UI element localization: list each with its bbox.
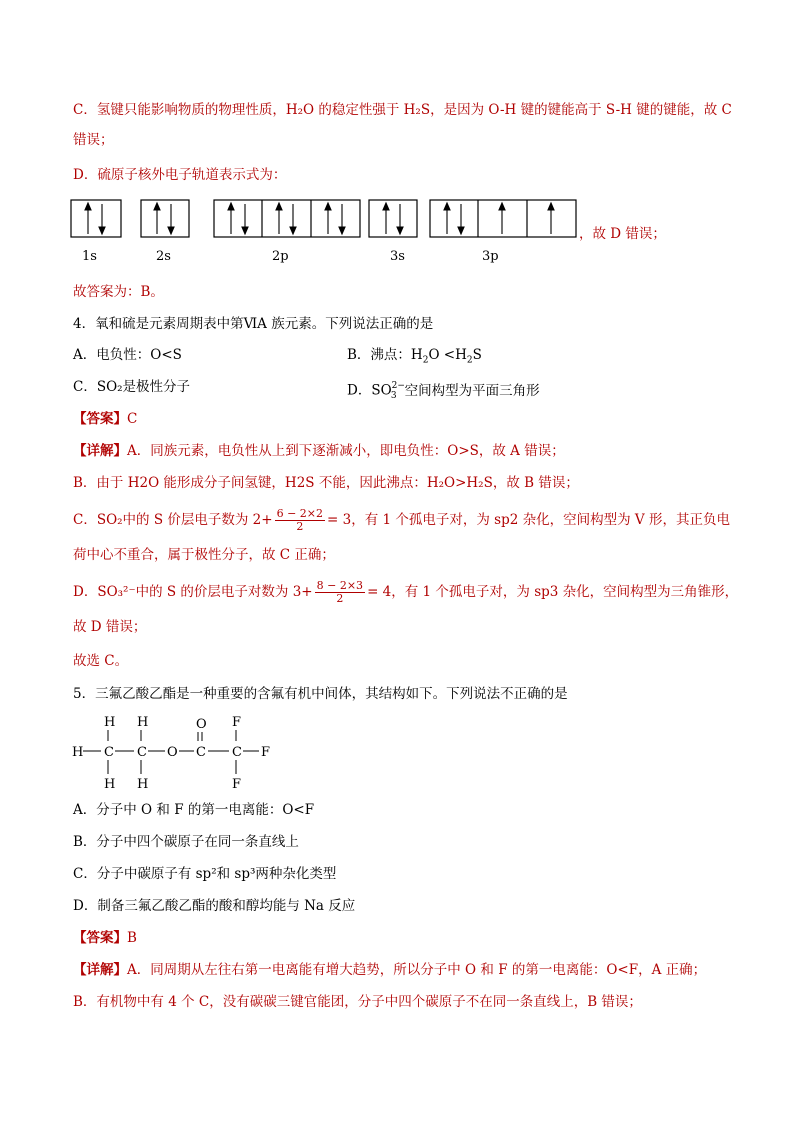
option-c-explanation-line2: 错误； (73, 132, 114, 148)
q4-option-b: B．沸点：$H_2O <H_2S$ (347, 347, 482, 366)
atom-h: H (137, 777, 149, 792)
atom-f: F (232, 777, 242, 792)
q4-detail-c: C．SO₂中的 S 价层电子数为 2+ $\frac{6 - 2\times 2}{2}$ = 3，有 1 个孤电子对，为 sp2 杂化，空间构型为 V 形，其正负电 (73, 507, 730, 533)
q5-option-c: C．分子中碳原子有 sp²和 sp³两种杂化类型 (73, 866, 337, 882)
option-d-explanation: D．硫原子核外电子轨道表示式为： (73, 167, 287, 183)
atom-c: C (104, 745, 114, 760)
atom-h: H (104, 777, 116, 792)
orbital-label-3p: 3p (482, 249, 499, 264)
q4-answer: 【答案】C (73, 411, 138, 427)
orbital-box-2p (214, 200, 360, 237)
q4-option-a: A．电负性：O<S (73, 347, 182, 363)
orbital-suffix: ，故 D 错误； (579, 226, 666, 242)
sulfur-orbital-diagram (70, 196, 690, 268)
electron-arrows (85, 203, 554, 234)
atom-o: O (196, 717, 207, 732)
q4-choose: 故选 C。 (73, 653, 129, 669)
q4-detail-c2: 荷中心不重合，属于极性分子，故 C 正确； (73, 547, 335, 563)
orbital-box-3s (369, 200, 417, 237)
orbital-box-2s (141, 200, 189, 237)
orbital-label-2p: 2p (272, 249, 289, 264)
atom-f: F (232, 715, 242, 730)
atom-h: H (137, 715, 149, 730)
orbital-label-3s: 3s (390, 249, 405, 264)
q4-detail-d: D．SO₃²⁻中的 S 的价层电子对数为 3+ $\frac{8 - 2\times 3}{2}$ = 4，有 1 个孤电子对，为 sp3 杂化，空间构型为三角锥形， (73, 579, 739, 605)
atom-h: H (72, 745, 84, 760)
q5-option-b: B．分子中四个碳原子在同一条直线上 (73, 834, 299, 850)
arrow-up (85, 203, 91, 234)
q5-detail-a: 【详解】A．同周期从左往右第一电离能有增大趋势，所以分子中 O 和 F 的第一电离能：O<F，A 正确； (73, 962, 707, 978)
q4-option-d: D．$SO^{2-}_3$ 空间构型为平面三角形 (347, 381, 540, 402)
atom-c: C (196, 745, 206, 760)
q3-answer: 故答案为：B。 (73, 284, 164, 300)
orbital-label-1s: 1s (82, 249, 97, 264)
orbital-box-1s (71, 200, 121, 237)
atom-f: F (261, 745, 271, 760)
atom-h: H (104, 715, 116, 730)
q5-answer: 【答案】B (73, 930, 137, 946)
ethyl-trifluoroacetate-structure (68, 712, 288, 794)
option-c-explanation-line1: C．氢键只能影响物质的物理性质，H₂O 的稳定性强于 H₂S，是因为 O-H 键的键能高于 S-H 键的键能，故 C (73, 102, 732, 118)
atom-o: O (167, 745, 178, 760)
atom-c: C (137, 745, 147, 760)
q5-stem: 5．三氟乙酸乙酯是一种重要的含氟有机中间体，其结构如下。下列说法不正确的是 (73, 686, 568, 702)
q4-option-c: C．SO₂是极性分子 (73, 379, 191, 395)
orbital-label-2s: 2s (156, 249, 171, 264)
q5-detail-b: B．有机物中有 4 个 C，没有碳碳三键官能团，分子中四个碳原子不在同一条直线上，B 错误； (73, 994, 642, 1010)
q4-detail-b: B．由于 H2O 能形成分子间氢键，H2S 不能，因此沸点：H₂O>H₂S，故 B 错误； (73, 475, 579, 491)
atom-c: C (232, 745, 242, 760)
q4-detail-a: 【详解】A．同族元素，电负性从上到下逐渐减小，即电负性：O>S，故 A 错误； (73, 443, 565, 459)
q5-option-d: D．制备三氟乙酸乙酯的酸和醇均能与 Na 反应 (73, 898, 356, 914)
q4-stem: 4．氧和硫是元素周期表中第ⅥA 族元素。下列说法正确的是 (73, 316, 434, 332)
arrow-down (99, 204, 105, 234)
q5-option-a: A．分子中 O 和 F 的第一电离能：O<F (73, 802, 315, 818)
q4-detail-d2: 故 D 错误； (73, 619, 147, 635)
